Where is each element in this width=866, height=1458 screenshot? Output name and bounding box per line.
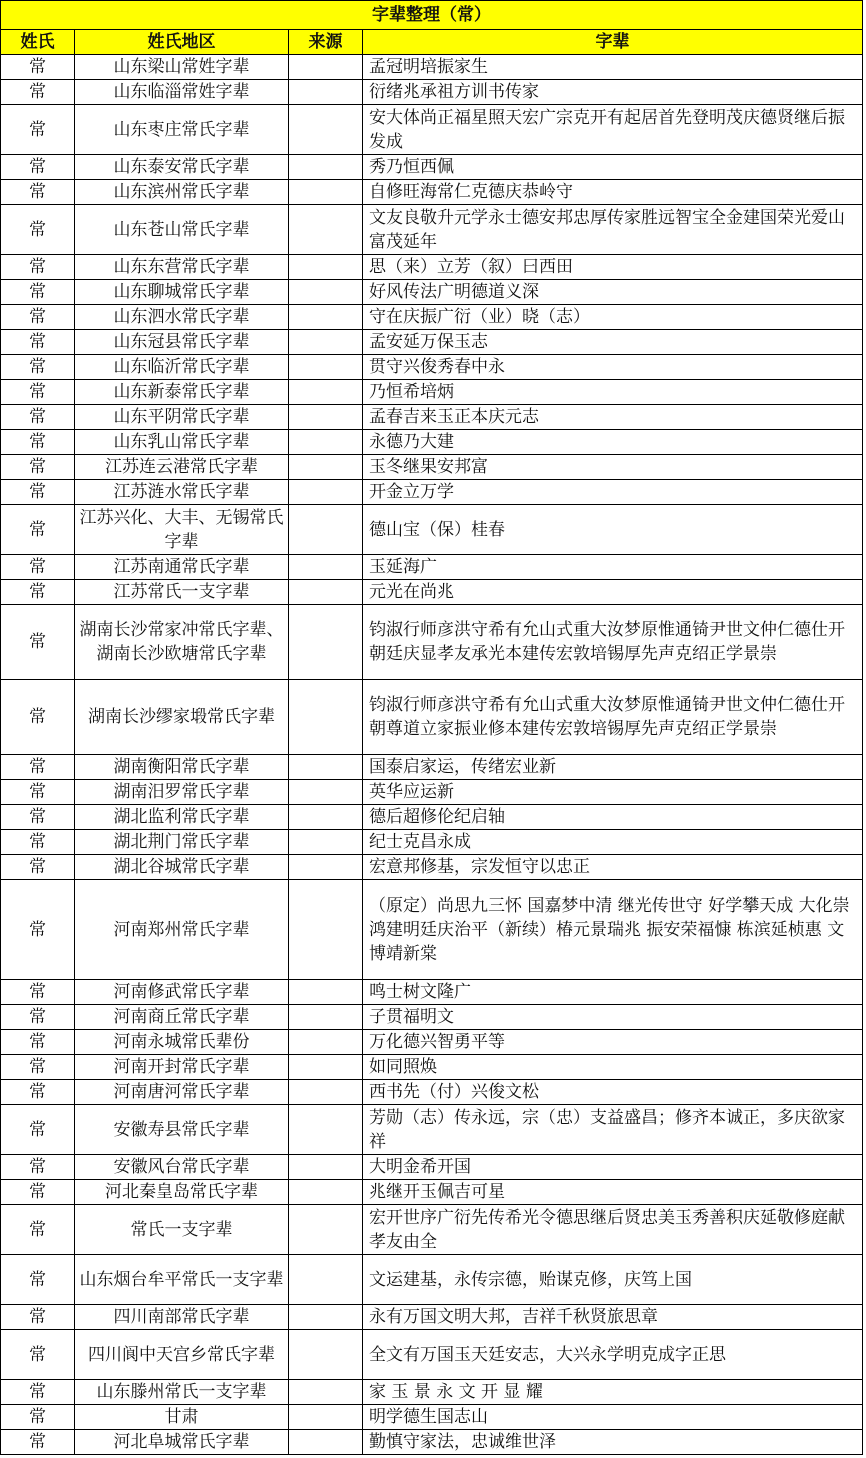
cell-surname: 常 <box>1 1330 75 1380</box>
cell-source <box>289 605 363 680</box>
cell-generations: 西书先（付）兴俊文松 <box>363 1080 863 1105</box>
table-row <box>1 155 863 180</box>
cell-source <box>289 1005 363 1030</box>
cell-source <box>289 880 363 980</box>
cell-surname: 常 <box>1 1405 75 1430</box>
cell-surname: 常 <box>1 505 75 555</box>
cell-region: 山东泗水常氏字辈 <box>75 305 289 330</box>
cell-region: 山东泰安常氏字辈 <box>75 155 289 180</box>
table-row <box>1 480 863 505</box>
cell-region: 甘肃 <box>75 1405 289 1430</box>
cell-source <box>289 980 363 1005</box>
cell-region: 常氏一支字辈 <box>75 1205 289 1255</box>
cell-generations: 守在庆振广衍（业）晓（志） <box>363 305 863 330</box>
table-row <box>1 980 863 1005</box>
cell-surname: 常 <box>1 1105 75 1155</box>
header-source: 来源 <box>289 30 363 55</box>
cell-region: 湖南长沙缪家塅常氏字辈 <box>75 680 289 755</box>
cell-surname: 常 <box>1 1305 75 1330</box>
cell-generations: 宏意邦修基，宗发恒守以忠正 <box>363 855 863 880</box>
cell-source <box>289 1255 363 1305</box>
cell-surname: 常 <box>1 1055 75 1080</box>
cell-region: 山东烟台牟平常氏一支字辈 <box>75 1255 289 1305</box>
cell-generations: 乃恒希培炳 <box>363 380 863 405</box>
table-row <box>1 280 863 305</box>
cell-source <box>289 1030 363 1055</box>
cell-surname: 常 <box>1 1155 75 1180</box>
cell-surname: 常 <box>1 1205 75 1255</box>
cell-surname: 常 <box>1 1080 75 1105</box>
table-row <box>1 1255 863 1305</box>
cell-source <box>289 1105 363 1155</box>
cell-source <box>289 855 363 880</box>
table-row <box>1 405 863 430</box>
cell-source <box>289 580 363 605</box>
cell-region: 湖北荆门常氏字辈 <box>75 830 289 855</box>
cell-region: 四川阆中天宫乡常氏字辈 <box>75 1330 289 1380</box>
cell-generations: 孟冠明培振家生 <box>363 55 863 80</box>
cell-surname: 常 <box>1 780 75 805</box>
cell-generations: 贯守兴俊秀春中永 <box>363 355 863 380</box>
cell-generations: 秀乃恒西佩 <box>363 155 863 180</box>
cell-generations: 纪士克昌永成 <box>363 830 863 855</box>
cell-region: 河南唐河常氏字辈 <box>75 1080 289 1105</box>
cell-region: 山东冠县常氏字辈 <box>75 330 289 355</box>
cell-source <box>289 480 363 505</box>
cell-surname: 常 <box>1 305 75 330</box>
cell-generations: 大明金希开国 <box>363 1155 863 1180</box>
header-surname: 姓氏 <box>1 30 75 55</box>
cell-source <box>289 1405 363 1430</box>
cell-surname: 常 <box>1 830 75 855</box>
cell-generations: 永德乃大建 <box>363 430 863 455</box>
cell-region: 江苏连云港常氏字辈 <box>75 455 289 480</box>
table-row <box>1 180 863 205</box>
table-row <box>1 1380 863 1405</box>
cell-surname: 常 <box>1 455 75 480</box>
cell-surname: 常 <box>1 155 75 180</box>
cell-surname: 常 <box>1 405 75 430</box>
cell-region: 山东乳山常氏字辈 <box>75 430 289 455</box>
table-row <box>1 205 863 255</box>
sheet-title: 字辈整理（常） <box>1 1 863 30</box>
cell-source <box>289 430 363 455</box>
table-row <box>1 1330 863 1380</box>
cell-source <box>289 1305 363 1330</box>
table-row <box>1 680 863 755</box>
cell-source <box>289 755 363 780</box>
cell-source <box>289 555 363 580</box>
cell-generations: 勤慎守家法，忠诚维世泽 <box>363 1430 863 1455</box>
cell-surname: 常 <box>1 605 75 680</box>
cell-surname: 常 <box>1 1430 75 1455</box>
title-row <box>1 1 863 30</box>
cell-generations: 国泰启家运，传绪宏业新 <box>363 755 863 780</box>
cell-source <box>289 1080 363 1105</box>
cell-region: 山东苍山常氏字辈 <box>75 205 289 255</box>
cell-source <box>289 1430 363 1455</box>
cell-surname: 常 <box>1 380 75 405</box>
header-row <box>1 30 863 55</box>
cell-region: 河南商丘常氏字辈 <box>75 1005 289 1030</box>
cell-region: 湖北谷城常氏字辈 <box>75 855 289 880</box>
cell-generations: 安大体尚正福星照天宏广宗克开有起居首先登明茂庆德贤继后振发成 <box>363 105 863 155</box>
cell-surname: 常 <box>1 555 75 580</box>
cell-surname: 常 <box>1 430 75 455</box>
cell-region: 安徽寿县常氏字辈 <box>75 1105 289 1155</box>
cell-surname: 常 <box>1 1180 75 1205</box>
header-generations: 字辈 <box>363 30 863 55</box>
cell-region: 河南郑州常氏字辈 <box>75 880 289 980</box>
cell-generations: 英华应运新 <box>363 780 863 805</box>
cell-region: 山东临沂常氏字辈 <box>75 355 289 380</box>
table-row <box>1 1155 863 1180</box>
header-region: 姓氏地区 <box>75 30 289 55</box>
cell-surname: 常 <box>1 980 75 1005</box>
cell-region: 江苏南通常氏字辈 <box>75 555 289 580</box>
cell-source <box>289 830 363 855</box>
cell-generations: 子贯福明文 <box>363 1005 863 1030</box>
cell-source <box>289 680 363 755</box>
cell-region: 山东枣庄常氏字辈 <box>75 105 289 155</box>
cell-source <box>289 1205 363 1255</box>
table-row <box>1 1055 863 1080</box>
table-row <box>1 255 863 280</box>
cell-region: 河北阜城常氏字辈 <box>75 1430 289 1455</box>
table-row <box>1 1430 863 1455</box>
table-row <box>1 605 863 680</box>
cell-generations: 孟安延万保玉志 <box>363 330 863 355</box>
table-row <box>1 430 863 455</box>
table-body <box>1 1 863 1455</box>
table-row <box>1 455 863 480</box>
cell-region: 山东平阴常氏字辈 <box>75 405 289 430</box>
cell-surname: 常 <box>1 180 75 205</box>
table-row <box>1 1205 863 1255</box>
cell-generations: 鸣士树文隆广 <box>363 980 863 1005</box>
cell-source <box>289 155 363 180</box>
cell-generations: 自修旺海常仁克德庆恭岭守 <box>363 180 863 205</box>
cell-generations: 万化德兴智勇平等 <box>363 1030 863 1055</box>
cell-region: 河北秦皇岛常氏字辈 <box>75 1180 289 1205</box>
cell-region: 山东东营常氏字辈 <box>75 255 289 280</box>
cell-source <box>289 1055 363 1080</box>
cell-source <box>289 180 363 205</box>
cell-source <box>289 1380 363 1405</box>
cell-surname: 常 <box>1 480 75 505</box>
cell-region: 湖南汨罗常氏字辈 <box>75 780 289 805</box>
table-row <box>1 1180 863 1205</box>
cell-generations: （原定）尚思九三怀 国嘉梦中清 继光传世守 好学攀天成 大化崇鸿建明廷庆治平（新续）椿元景瑞兆 振安荣福慷 栋滨延桢惠 文博靖新棠 <box>363 880 863 980</box>
table-row <box>1 880 863 980</box>
cell-region: 河南永城常氏辈份 <box>75 1030 289 1055</box>
table-row <box>1 1080 863 1105</box>
cell-generations: 文友良敬升元学永士德安邦忠厚传家胜远智宝全金建国荣光爱山富茂延年 <box>363 205 863 255</box>
cell-generations: 钧淑行师彦洪守希有允山式重大汝梦原惟通锜尹世文仲仁德仕开朝尊道立家振业修本建传宏敦培锡厚先声克绍正学景崇 <box>363 680 863 755</box>
cell-source <box>289 280 363 305</box>
cell-generations: 兆继开玉佩吉可星 <box>363 1180 863 1205</box>
table-row <box>1 105 863 155</box>
cell-generations: 永有万国文明大邦，吉祥千秋贤旅思章 <box>363 1305 863 1330</box>
cell-surname: 常 <box>1 255 75 280</box>
cell-source <box>289 505 363 555</box>
cell-surname: 常 <box>1 330 75 355</box>
cell-surname: 常 <box>1 105 75 155</box>
cell-generations: 元光在尚兆 <box>363 580 863 605</box>
cell-source <box>289 405 363 430</box>
cell-surname: 常 <box>1 1030 75 1055</box>
table-row <box>1 855 863 880</box>
cell-region: 山东滕州常氏一支字辈 <box>75 1380 289 1405</box>
cell-source <box>289 305 363 330</box>
cell-surname: 常 <box>1 1380 75 1405</box>
cell-generations: 钧淑行师彦洪守希有允山式重大汝梦原惟通锜尹世文仲仁德仕开朝廷庆显孝友承光本建传宏敦培锡厚先声克绍正学景崇 <box>363 605 863 680</box>
table-row <box>1 805 863 830</box>
table-row <box>1 355 863 380</box>
cell-generations: 衍绪兆承祖方训书传家 <box>363 80 863 105</box>
cell-generations: 全文有万国玉天廷安志，大兴永学明克成字正思 <box>363 1330 863 1380</box>
table-row <box>1 555 863 580</box>
table-row <box>1 1305 863 1330</box>
table-row <box>1 755 863 780</box>
cell-region: 河南开封常氏字辈 <box>75 1055 289 1080</box>
cell-surname: 常 <box>1 80 75 105</box>
table-row <box>1 780 863 805</box>
cell-surname: 常 <box>1 1255 75 1305</box>
cell-region: 江苏兴化、大丰、无锡常氏字辈 <box>75 505 289 555</box>
table-row <box>1 1405 863 1430</box>
cell-region: 湖南长沙常家冲常氏字辈、湖南长沙欧塘常氏字辈 <box>75 605 289 680</box>
cell-generations: 好风传法广明德道义深 <box>363 280 863 305</box>
cell-generations: 家 玉 景 永 文 开 显 耀 <box>363 1380 863 1405</box>
cell-source <box>289 55 363 80</box>
cell-generations: 玉冬继果安邦富 <box>363 455 863 480</box>
cell-generations: 明学德生国志山 <box>363 1405 863 1430</box>
cell-source <box>289 1330 363 1380</box>
cell-surname: 常 <box>1 205 75 255</box>
cell-surname: 常 <box>1 1005 75 1030</box>
cell-region: 安徽风台常氏字辈 <box>75 1155 289 1180</box>
cell-surname: 常 <box>1 355 75 380</box>
table-row <box>1 330 863 355</box>
cell-generations: 玉延海广 <box>363 555 863 580</box>
cell-region: 河南修武常氏字辈 <box>75 980 289 1005</box>
cell-source <box>289 105 363 155</box>
table-row <box>1 505 863 555</box>
cell-region: 江苏常氏一支字辈 <box>75 580 289 605</box>
cell-generations: 如同照焕 <box>363 1055 863 1080</box>
cell-source <box>289 1180 363 1205</box>
cell-region: 湖北监利常氏字辈 <box>75 805 289 830</box>
cell-generations: 孟春吉来玉正本庆元志 <box>363 405 863 430</box>
table-row <box>1 80 863 105</box>
cell-region: 山东临淄常姓字辈 <box>75 80 289 105</box>
cell-region: 山东滨州常氏字辈 <box>75 180 289 205</box>
cell-region: 四川南部常氏字辈 <box>75 1305 289 1330</box>
cell-surname: 常 <box>1 805 75 830</box>
cell-source <box>289 780 363 805</box>
table-row <box>1 55 863 80</box>
cell-generations: 思（来）立芳（叙）曰西田 <box>363 255 863 280</box>
table-row <box>1 830 863 855</box>
cell-source <box>289 205 363 255</box>
table-row <box>1 580 863 605</box>
cell-source <box>289 255 363 280</box>
cell-generations: 德后超修伦纪启轴 <box>363 805 863 830</box>
cell-surname: 常 <box>1 855 75 880</box>
cell-generations: 开金立万学 <box>363 480 863 505</box>
cell-generations: 文运建基，永传宗德，贻谋克修，庆笃上国 <box>363 1255 863 1305</box>
cell-source <box>289 80 363 105</box>
table-row <box>1 1105 863 1155</box>
cell-region: 湖南衡阳常氏字辈 <box>75 755 289 780</box>
cell-surname: 常 <box>1 755 75 780</box>
table-row <box>1 1005 863 1030</box>
cell-region: 山东梁山常姓字辈 <box>75 55 289 80</box>
cell-source <box>289 805 363 830</box>
cell-region: 山东新泰常氏字辈 <box>75 380 289 405</box>
cell-source <box>289 330 363 355</box>
cell-source <box>289 455 363 480</box>
cell-surname: 常 <box>1 680 75 755</box>
cell-generations: 芳勋（志）传永远，宗（忠）支益盛昌；修齐本诚正，多庆欲家祥 <box>363 1105 863 1155</box>
cell-source <box>289 355 363 380</box>
table-row <box>1 1030 863 1055</box>
cell-generations: 德山宝（保）桂春 <box>363 505 863 555</box>
cell-source <box>289 380 363 405</box>
cell-source <box>289 1155 363 1180</box>
cell-region: 江苏涟水常氏字辈 <box>75 480 289 505</box>
table-row <box>1 305 863 330</box>
cell-surname: 常 <box>1 280 75 305</box>
cell-surname: 常 <box>1 55 75 80</box>
cell-surname: 常 <box>1 580 75 605</box>
table-row <box>1 380 863 405</box>
cell-surname: 常 <box>1 880 75 980</box>
cell-region: 山东聊城常氏字辈 <box>75 280 289 305</box>
cell-generations: 宏开世序广衍先传希光令德思继后贤忠美玉秀善积庆延敬修庭献孝友由全 <box>363 1205 863 1255</box>
